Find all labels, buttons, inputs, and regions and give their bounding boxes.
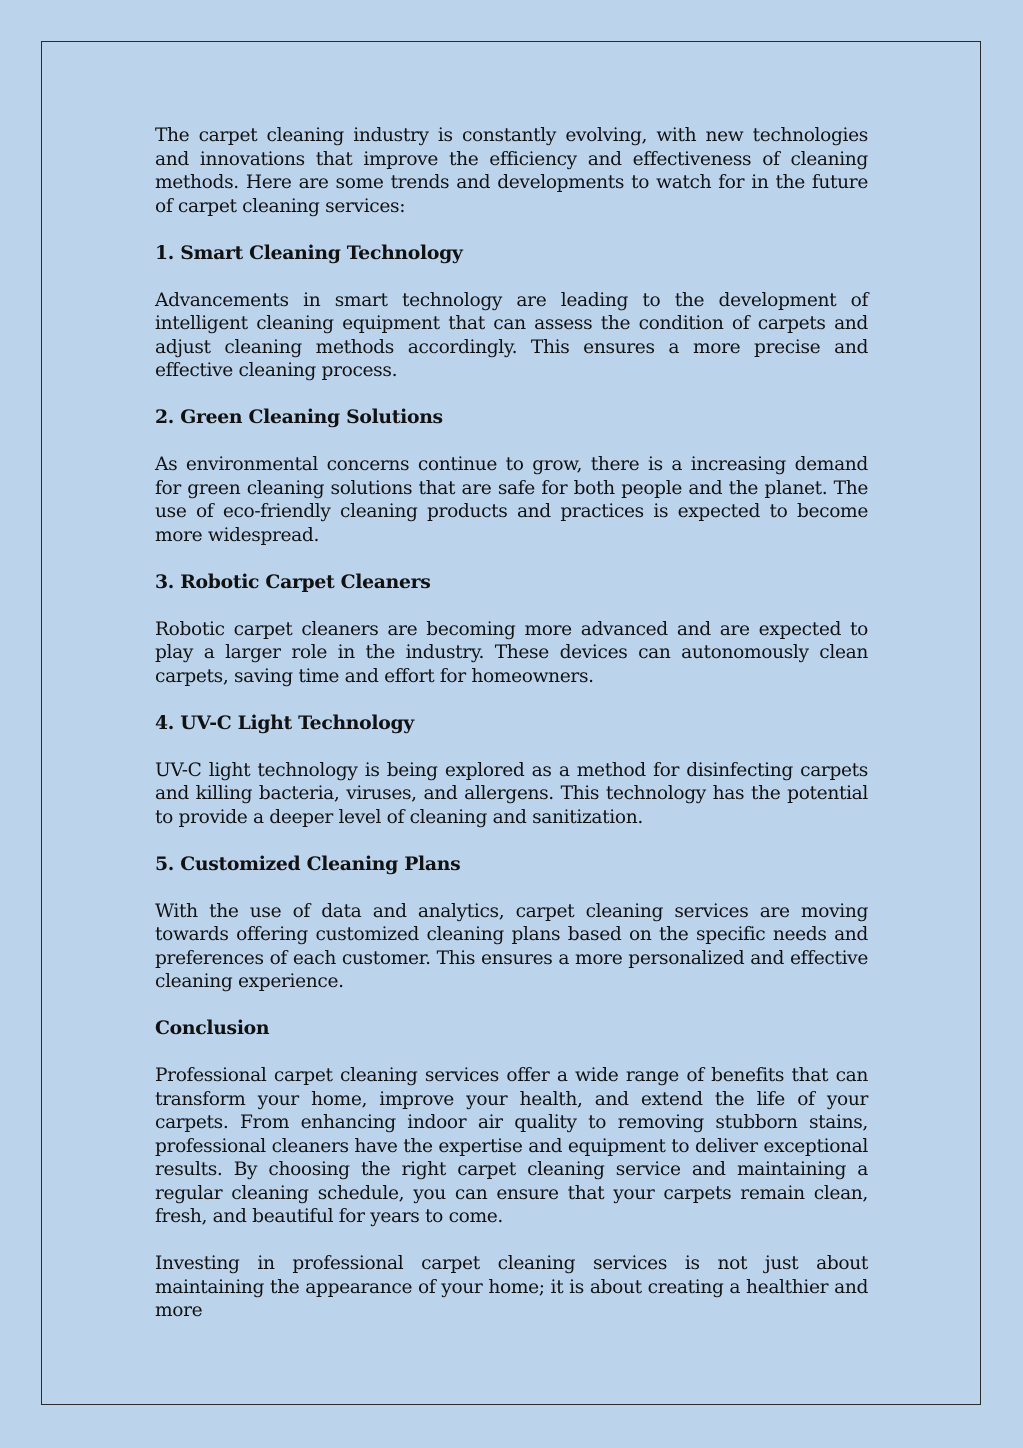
section-heading-smart-cleaning: 1. Smart Cleaning Technology [155, 241, 463, 264]
section-body-smart-cleaning: Advancements in smart technology are leading to the development of intelligent cleaning equipment that can assess the condition of carpets and adjust cleaning methods accordingly. This ensures a more precise and effective cleaning process. [155, 289, 868, 381]
section-heading-robotic-cleaners: 3. Robotic Carpet Cleaners [155, 570, 431, 593]
section-heading-customized-plans: 5. Customized Cleaning Plans [155, 852, 461, 875]
section-heading-uvc-light: 4. UV-C Light Technology [155, 711, 414, 734]
document-body [155, 124, 868, 1323]
conclusion-paragraph-1: Professional carpet cleaning services offer a wide range of benefits that can transform your home, improve your health, and extend the life of your carpets. From enhancing indoor air quality to removing stubborn stains, professional cleaners have the expertise and equipment to deliver exceptional results. By choosing the right carpet cleaning service and maintaining a regular cleaning schedule, you can ensure that your carpets remain clean, fresh, and beautiful for years to come. [155, 1065, 868, 1227]
section-body-uvc-light: UV-C light technology is being explored as a method for disinfecting carpets and killing bacteria, viruses, and allergens. This technology has the potential to provide a deeper level of cleaning and sanitization. [155, 759, 868, 828]
section-heading-green-cleaning: 2. Green Cleaning Solutions [155, 406, 443, 428]
conclusion-heading: Conclusion [155, 1017, 270, 1039]
section-body-customized-plans: With the use of data and analytics, carpet cleaning services are moving towards offering customized cleaning plans based on the specific needs and preferences of each customer. This ensures a more personalized and effective cleaning experience. [155, 900, 868, 992]
section-body-green-cleaning: As environmental concerns continue to grow, there is a increasing demand for green cleaning solutions that are safe for both people and the planet. The use of eco-friendly cleaning products and practices is expected to become more widespread. [155, 454, 868, 546]
intro-paragraph: The carpet cleaning industry is constantly evolving, with new technologies and innovations that improve the efficiency and effectiveness of cleaning methods. Here are some trends and developments to watch for in the future of carpet cleaning services: [155, 125, 868, 217]
section-body-robotic-cleaners: Robotic carpet cleaners are becoming more advanced and are expected to play a larger role in the industry. These devices can autonomously clean carpets, saving time and effort for homeowners. [155, 618, 868, 687]
conclusion-paragraph-2: Investing in professional carpet cleaning services is not just about maintaining the appearance of your home; it is about creating a healthier and more [155, 1253, 868, 1321]
